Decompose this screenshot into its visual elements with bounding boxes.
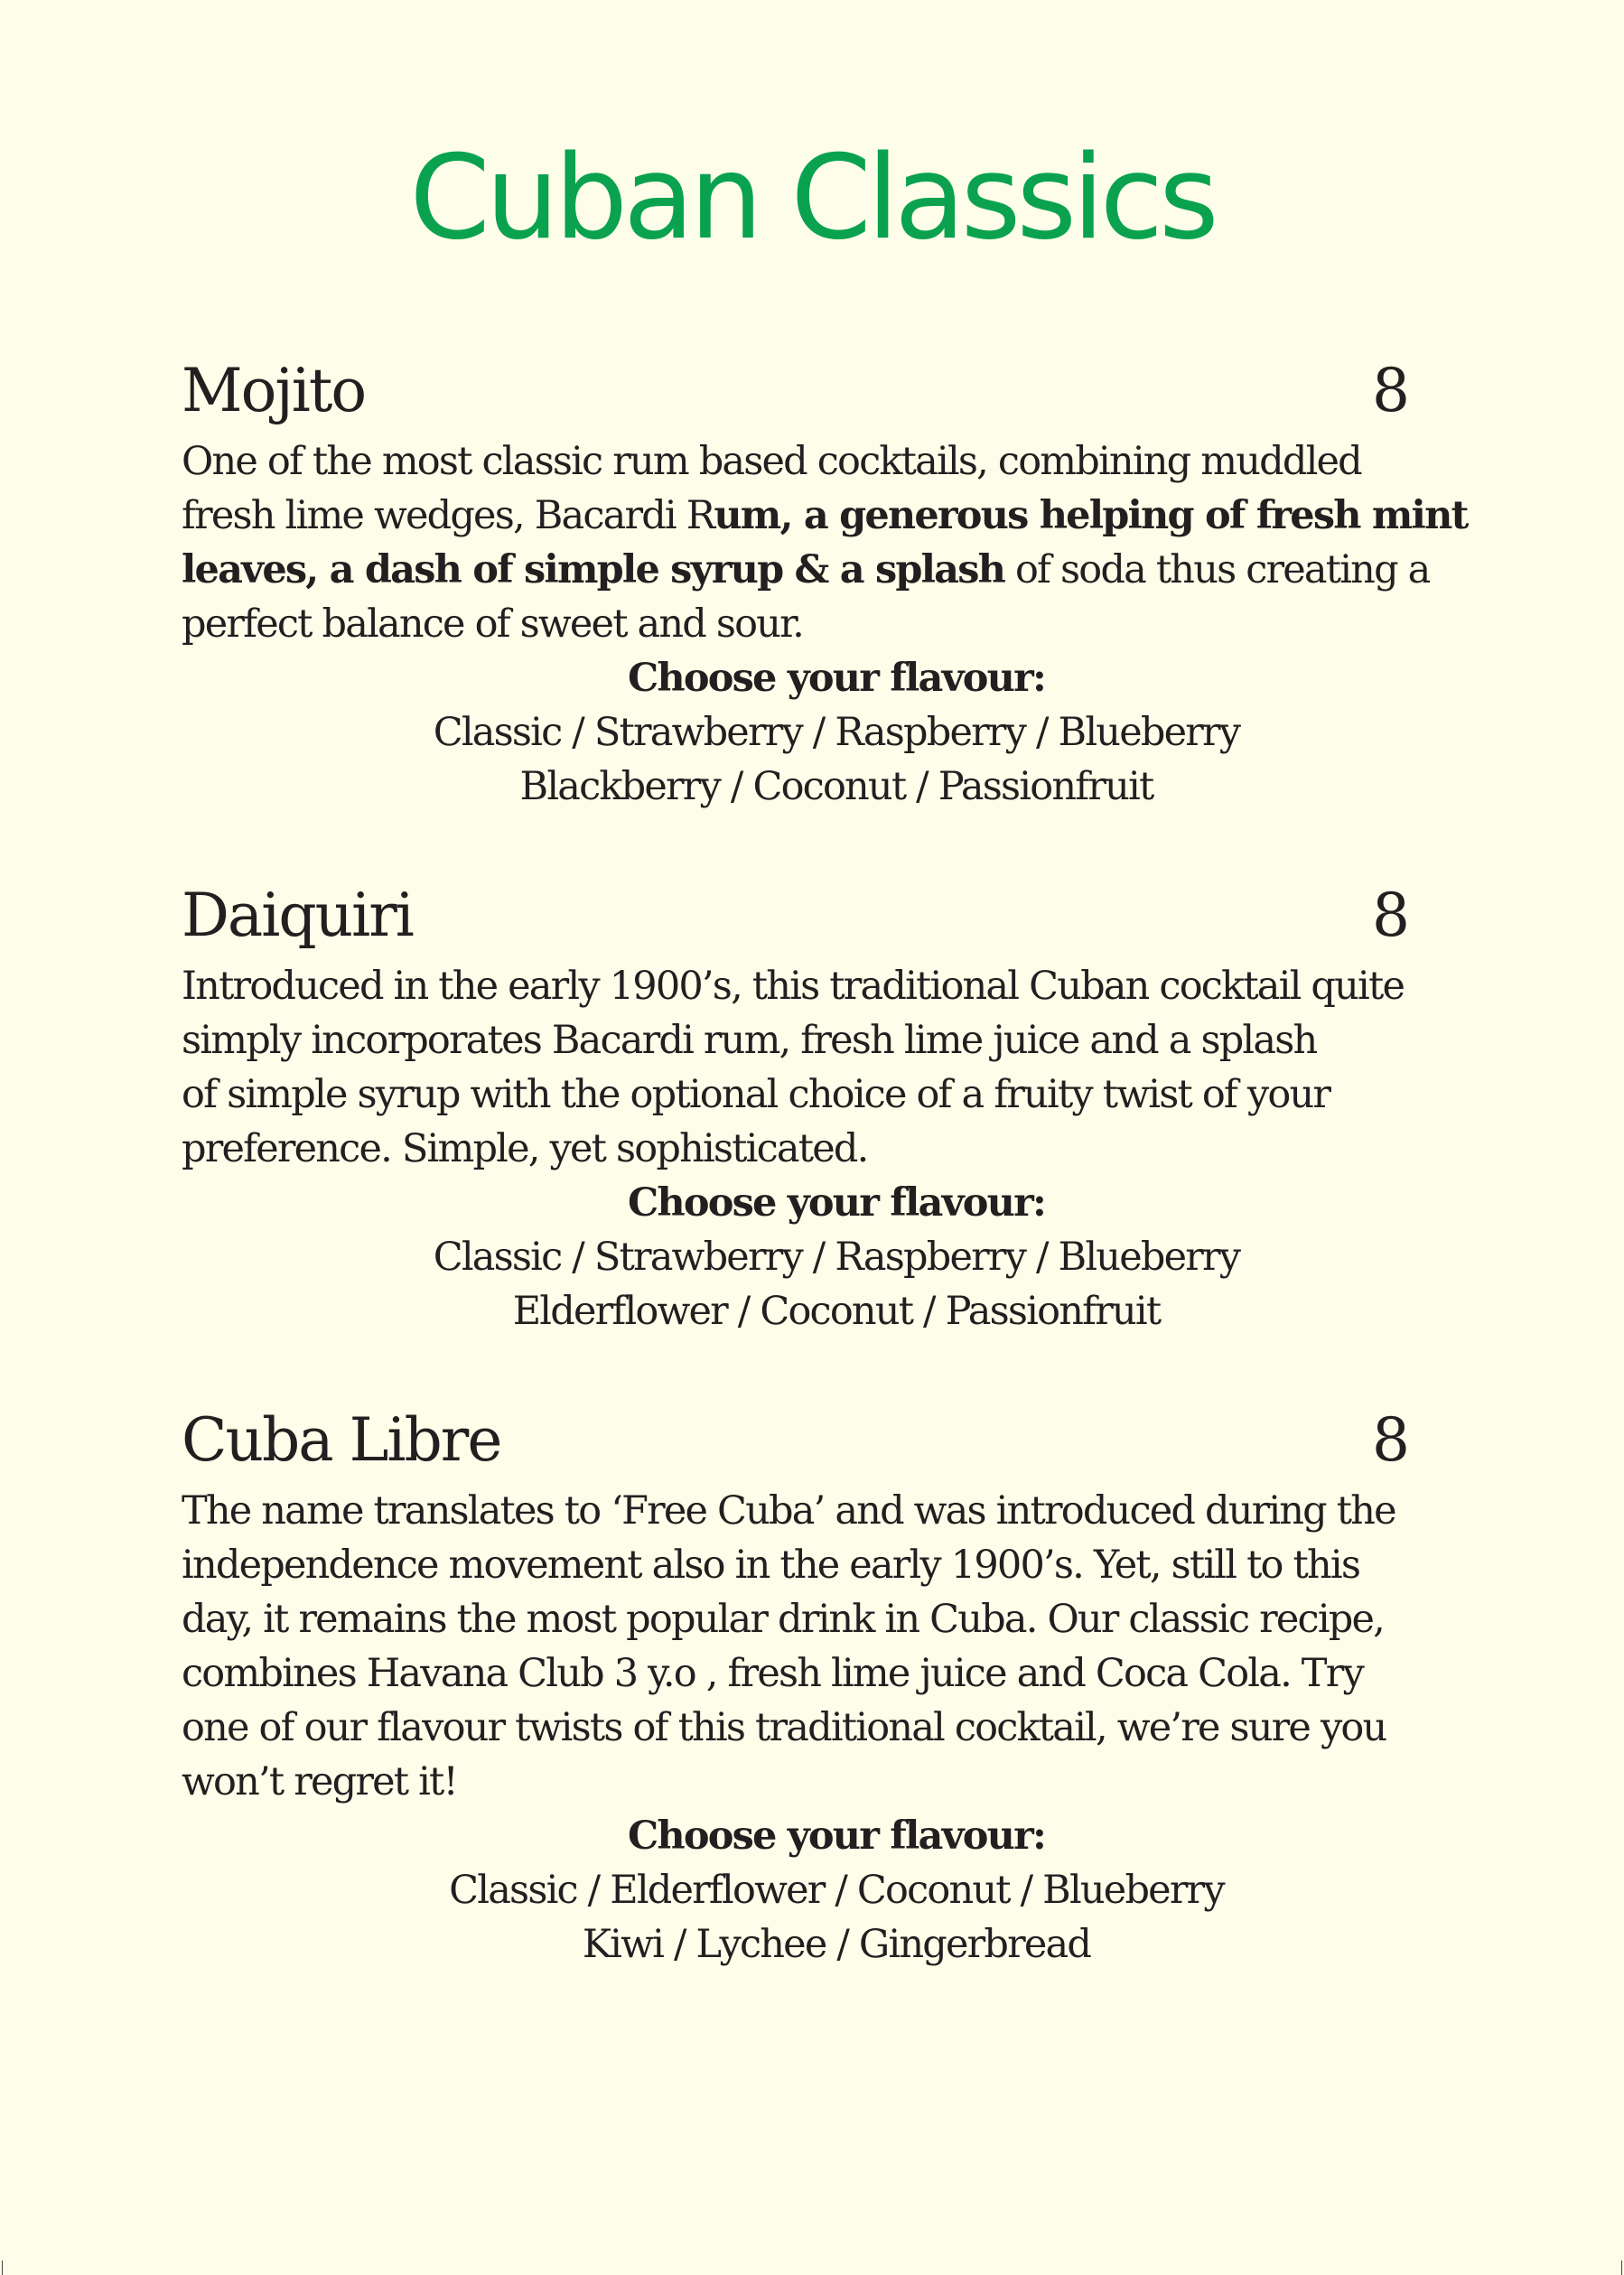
crop-mark: [2, 2261, 3, 2275]
item-name: Daiquiri: [182, 881, 413, 950]
description-text: The name translates to ‘Free Cuba’ and was introduced during the: [182, 1488, 1395, 1534]
flavour-options: Classic / Elderflower / Coconut / Blueberry: [449, 1868, 1224, 1913]
item-description: [182, 434, 1473, 651]
flavour-label: Choose your flavour:: [627, 656, 1046, 701]
page-title: Cuban Classics: [409, 131, 1215, 266]
description-text: won’t regret it!: [182, 1759, 457, 1804]
item-description: [182, 959, 1473, 1176]
flavour-options: Classic / Strawberry / Raspberry / Blueberry: [433, 1235, 1240, 1280]
flavour-options: Kiwi / Lychee / Gingerbread: [582, 1922, 1091, 1967]
description-text: preference. Simple, yet sophisticated.: [182, 1126, 868, 1171]
description-emphasis: leaves, a dash of simple syrup & a splash: [182, 547, 1005, 592]
description-text: simply incorporates Bacardi rum, fresh lime juice and a splash: [182, 1018, 1317, 1063]
menu-item-header: [182, 355, 1473, 427]
menu-item-header: [182, 1404, 1473, 1477]
menu-item-mojito: [182, 355, 1473, 814]
description-text: perfect balance of sweet and sour.: [182, 601, 804, 647]
menu-item-header: [182, 880, 1473, 952]
flavour-label: Choose your flavour:: [627, 1813, 1046, 1859]
description-text: fresh lime wedges, Bacardi R: [182, 493, 714, 538]
description-text: of simple syrup with the optional choice of a fruity twist of your: [182, 1072, 1330, 1117]
flavour-options: Blackberry / Coconut / Passionfruit: [519, 764, 1153, 809]
item-name: Cuba Libre: [182, 1405, 501, 1475]
item-name: Mojito: [182, 356, 366, 425]
description-text: day, it remains the most popular drink in Cuba. Our classic recipe,: [182, 1597, 1385, 1642]
menu-item-cuba-libre: [182, 1404, 1473, 1972]
item-price: 8: [1372, 356, 1410, 425]
menu-item-daiquiri: [182, 880, 1473, 1338]
description-text: independence movement also in the early 1900’s. Yet, still to this: [182, 1543, 1360, 1588]
flavour-label: Choose your flavour:: [627, 1180, 1046, 1226]
crop-mark: [1621, 2261, 1622, 2275]
flavour-options: Elderflower / Coconut / Passionfruit: [512, 1289, 1161, 1334]
description-text: one of our flavour twists of this traditional cocktail, we’re sure you: [182, 1705, 1386, 1750]
description-text: combines Havana Club 3 y.o , fresh lime juice and Coca Cola. Try: [182, 1651, 1363, 1696]
item-description: [182, 1484, 1473, 1809]
description-emphasis: um, a generous helping of fresh mint: [714, 493, 1468, 538]
item-price: 8: [1372, 881, 1410, 950]
description-text: One of the most classic rum based cocktails, combining muddled: [182, 439, 1361, 484]
item-price: 8: [1372, 1405, 1410, 1475]
description-text: Introduced in the early 1900’s, this traditional Cuban cocktail quite: [182, 964, 1405, 1009]
description-text: of soda thus creating a: [1004, 547, 1430, 592]
flavour-options: Classic / Strawberry / Raspberry / Blueberry: [433, 710, 1240, 755]
